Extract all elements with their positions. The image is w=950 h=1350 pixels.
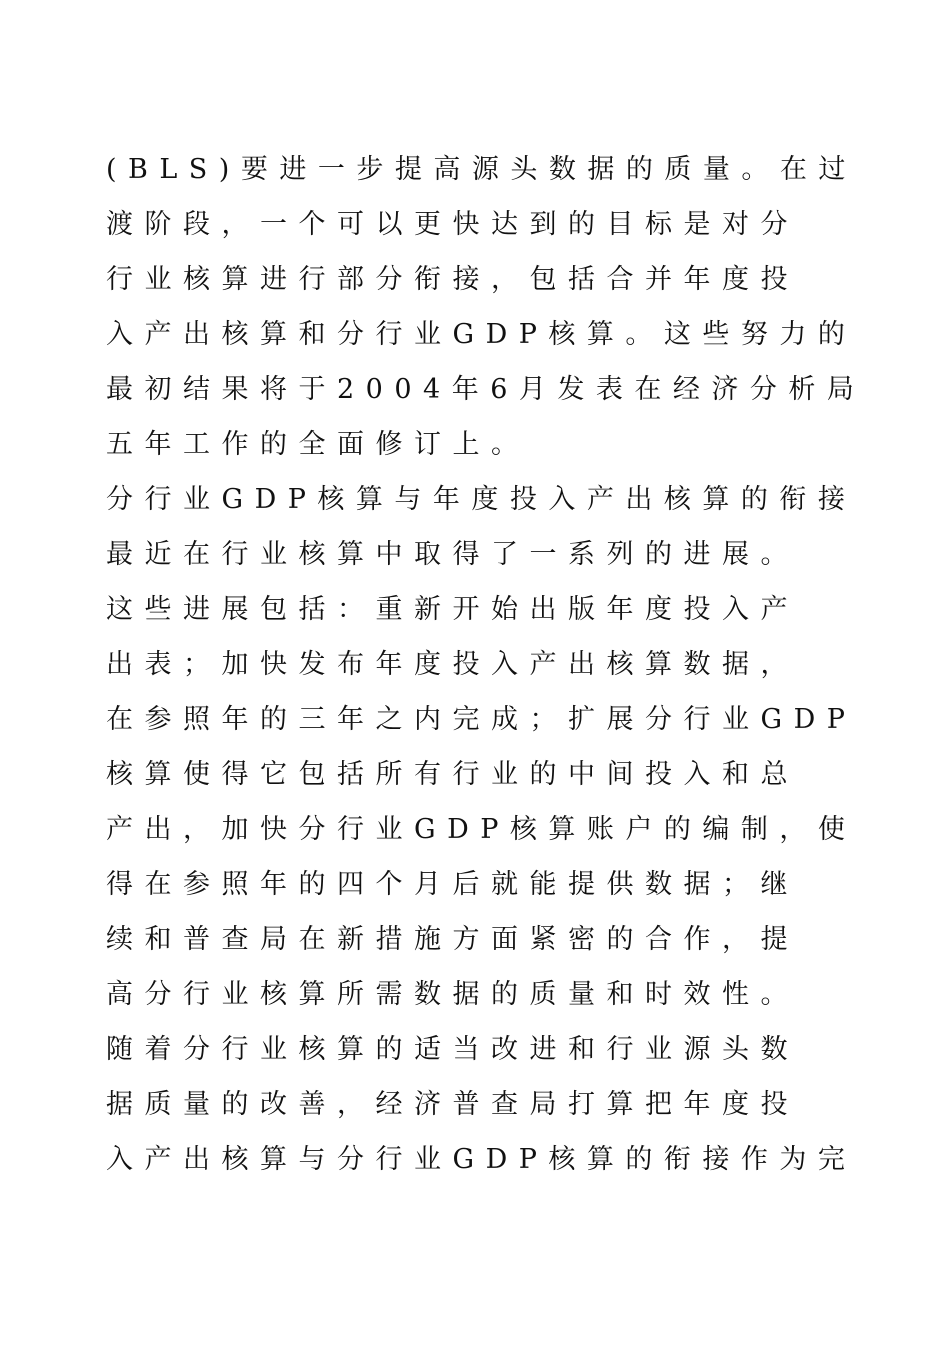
text-line-5: 最初结果将于2004年6月发表在经济分析局	[106, 374, 866, 405]
text-line-3: 行业核算进行部分衔接，包括合并年度投	[106, 264, 799, 295]
text-line-15: 续和普查局在新措施方面紧密的合作，提	[106, 924, 799, 955]
text-line-18: 据质量的改善，经济普查局打算把年度投	[106, 1089, 799, 1120]
text-line-14: 得在参照年的四个月后就能提供数据；继	[106, 869, 799, 900]
text-line-1: (BLS)要进一步提高源头数据的质量。在过	[106, 154, 857, 185]
text-line-12: 核算使得它包括所有行业的中间投入和总	[106, 759, 799, 790]
text-line-13: 产出，加快分行业GDP核算账户的编制，使	[106, 814, 857, 845]
text-line-17: 随着分行业核算的适当改进和行业源头数	[106, 1034, 799, 1065]
text-line-7: 分行业GDP核算与年度投入产出核算的衔接	[106, 484, 857, 515]
text-line-10: 出表；加快发布年度投入产出核算数据，	[106, 649, 799, 680]
text-line-16: 高分行业核算所需数据的质量和时效性。	[106, 979, 799, 1010]
body-text	[106, 142, 866, 1187]
text-line-11: 在参照年的三年之内完成；扩展分行业GDP	[106, 704, 857, 735]
text-line-19: 入产出核算与分行业GDP核算的衔接作为完	[106, 1144, 857, 1175]
text-line-6: 五年工作的全面修订上。	[106, 429, 530, 460]
text-line-4: 入产出核算和分行业GDP核算。这些努力的	[106, 319, 857, 350]
text-line-9: 这些进展包括：重新开始出版年度投入产	[106, 594, 799, 625]
text-line-2: 渡阶段，一个可以更快达到的目标是对分	[106, 209, 799, 240]
text-line-8: 最近在行业核算中取得了一系列的进展。	[106, 539, 799, 570]
